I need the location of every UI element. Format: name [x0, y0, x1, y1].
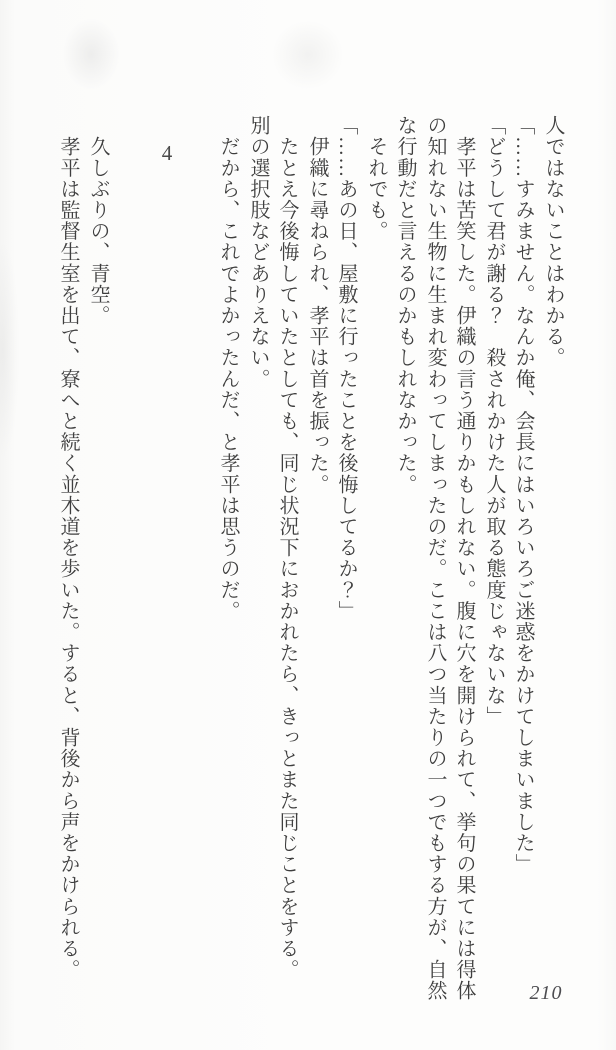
- text-column-13: 久しぶりの、青空。: [87, 115, 109, 326]
- scan-smudge: [0, 240, 20, 460]
- text-column-4: 孝平は苦笑した。伊織の言う通りかもしれない。腹に穴を開けられて、挙句の果てには得体: [453, 115, 475, 1002]
- scan-smudge: [272, 20, 344, 90]
- text-column-14: 孝平は監督生室を出て、寮へと続く並木道を歩いた。すると、背後から声をかけられる。: [57, 115, 79, 981]
- text-column-1: 人ではないことはわかる。: [542, 115, 564, 369]
- text-column-7: それでも。: [365, 115, 387, 242]
- text-column-9: 伊織に尋ねられ、孝平は首を振った。: [306, 115, 328, 495]
- text-column-11: 別の選択肢などありえない。: [247, 115, 269, 390]
- text-column-3: 「どうして君が謝る？ 殺されかけた人が取る態度じゃないな」: [483, 115, 505, 727]
- text-column-12: だから、これでよかったんだ、と孝平は思うのだ。: [217, 115, 239, 622]
- text-column-10: たとえ今後悔していたとしても、同じ状況下におかれたら、きっとまた同じことをする。: [276, 115, 298, 981]
- text-column-5: の知れない生物に生まれ変わってしまったのだ。ここは八つ当たりの一つでもする方が、自然: [424, 115, 446, 1002]
- text-column-6: な行動だと言えるのかもしれなかった。: [394, 115, 416, 495]
- section-number: 4: [161, 141, 173, 165]
- text-column-2: 「……すみません。なんか俺、会長にはいろいろご迷惑をかけてしまいました」: [512, 115, 534, 875]
- scan-smudge: [62, 18, 120, 90]
- page-number: 210: [529, 982, 563, 1004]
- text-column-8: 「……あの日、屋敷に行ったことを後悔してるか？」: [335, 115, 357, 622]
